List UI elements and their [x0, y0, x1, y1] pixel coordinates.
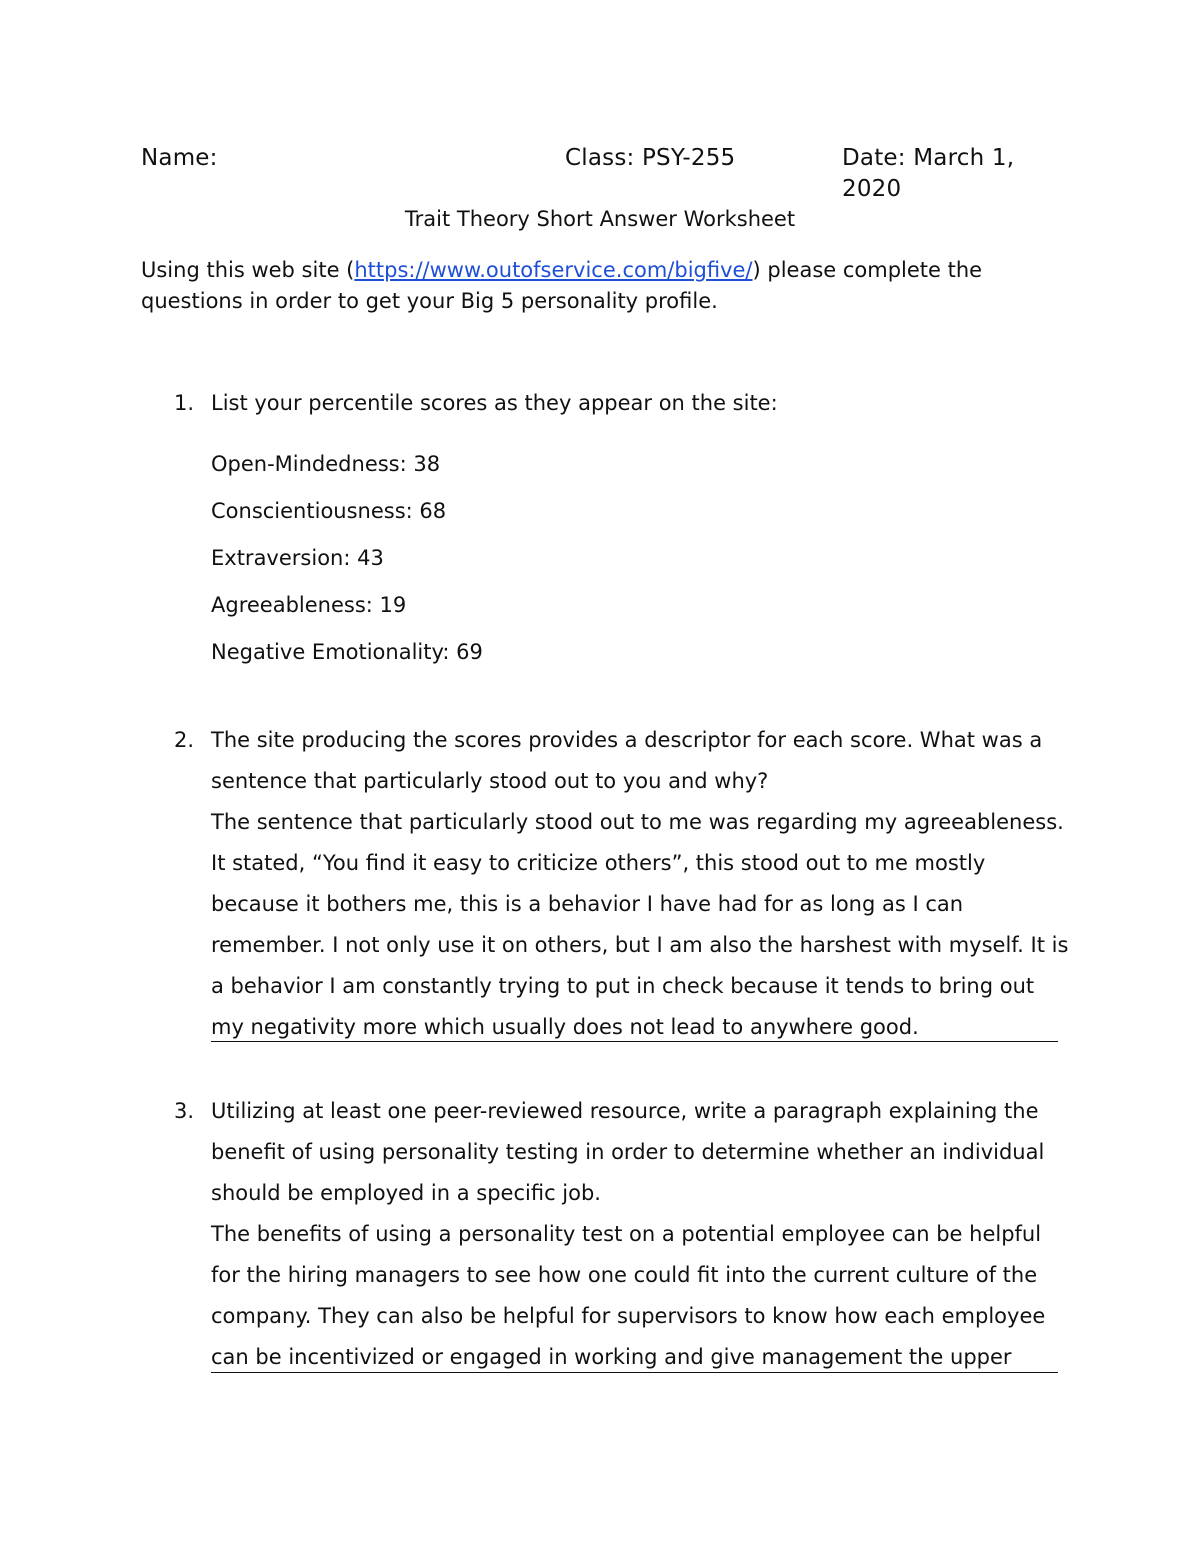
name-label: Name: — [141, 145, 218, 171]
question-2-answer: The sentence that particularly stood out to me was regarding my agreeableness. It stated, “You find it easy to criticize others”, this stood out to me mostly because it bothers me, this is a behavior I have had for as long as I can remember. I not only use it on others, but I am also the harshest with myself. It is a behavior I am constantly trying to put in check because it tends to bring out my negativity more which usually does not lead to anywhere good. — [211, 810, 1069, 1039]
answer-2-underline — [211, 1041, 1058, 1042]
score-conscientiousness: Conscientiousness: 68 — [211, 499, 447, 523]
score-open-mindedness: Open-Mindedness: 38 — [211, 452, 441, 476]
score-negative-emotionality: Negative Emotionality: 69 — [211, 640, 483, 664]
intro-text-after: ) please complete the questions in order to get your Big 5 personality profile. — [141, 258, 983, 313]
score-extraversion: Extraversion: 43 — [211, 546, 384, 570]
question-3-number: 3. — [174, 1099, 195, 1123]
question-1-prompt: List your percentile scores as they appear on the site: — [211, 391, 778, 415]
question-3-prompt: Utilizing at least one peer-reviewed resource, write a paragraph explaining the benefit of using personality testing in order to determine whether an individual should be employed in a specific job. — [211, 1099, 1045, 1205]
worksheet-title: Trait Theory Short Answer Worksheet — [404, 207, 796, 231]
intro-text-before: Using this web site ( — [141, 258, 355, 282]
question-3-answer: The benefits of using a personality test on a potential employee can be helpful for the hiring managers to see how one could fit into the current culture of the company. They can also be helpful for supervisors to know how each employee can be incentivized or engaged in working and give management the upper — [211, 1222, 1046, 1369]
question-2-number: 2. — [174, 728, 195, 752]
score-agreeableness: Agreeableness: 19 — [211, 593, 407, 617]
intro-paragraph — [141, 255, 1061, 317]
question-2-prompt: The site producing the scores provides a descriptor for each score. What was a sentence that particularly stood out to you and why? — [211, 728, 1043, 793]
answer-3-underline — [211, 1372, 1058, 1373]
bigfive-link[interactable]: https://www.outofservice.com/bigfive/ — [354, 258, 753, 282]
class-label: Class: PSY-255 — [565, 145, 736, 171]
question-1-number: 1. — [174, 391, 195, 415]
date-label: Date: March 1, 2020 — [842, 145, 1015, 202]
